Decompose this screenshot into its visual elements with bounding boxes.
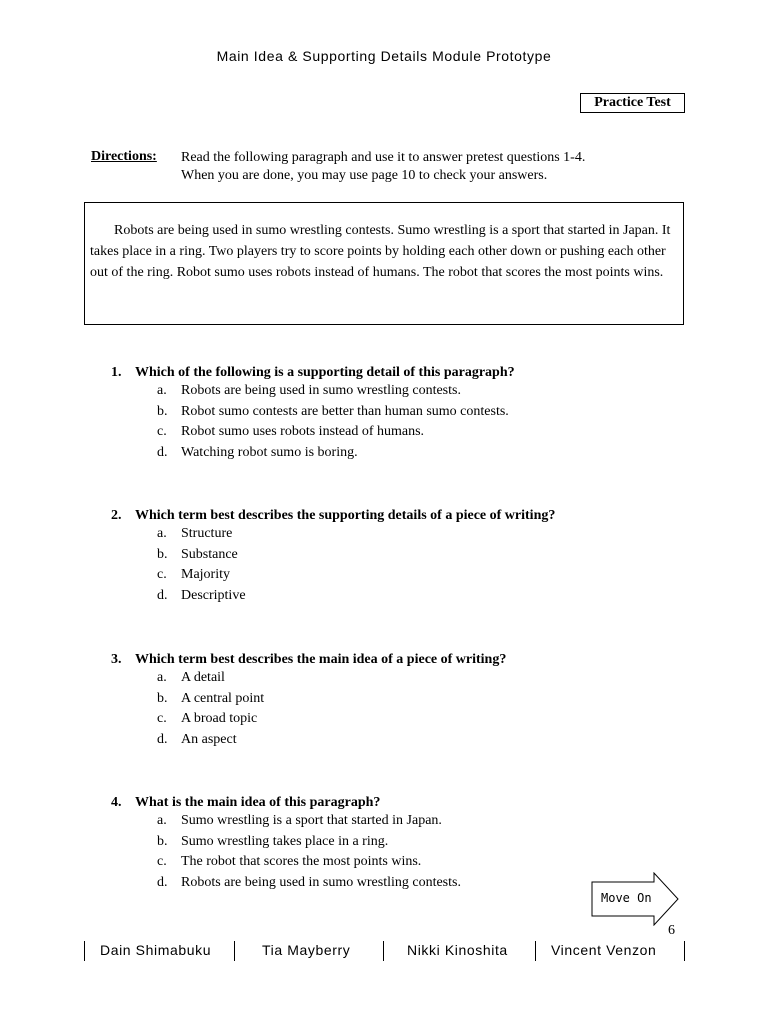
answer-option[interactable]	[111, 852, 422, 873]
option-letter: a.	[157, 670, 167, 685]
option-letter: a.	[157, 526, 167, 541]
question-number: 3.	[111, 652, 122, 667]
page-header-title: Main Idea & Supporting Details Module Prototype	[216, 48, 552, 64]
author-name: Nikki Kinoshita	[407, 942, 508, 958]
option-text: A detail	[181, 670, 225, 685]
author-name: Tia Mayberry	[262, 942, 351, 958]
question-number: 4.	[111, 795, 122, 810]
answer-option[interactable]	[111, 832, 389, 853]
option-text: Robots are being used in sumo wrestling contests.	[181, 383, 461, 398]
option-text: Watching robot sumo is boring.	[181, 444, 358, 460]
option-list	[111, 381, 515, 463]
option-text: Majority	[181, 567, 230, 582]
option-text: Robots are being used in sumo wrestling contests.	[181, 874, 461, 890]
option-list	[111, 524, 555, 606]
answer-option[interactable]	[111, 668, 506, 689]
answer-option[interactable]	[111, 811, 442, 832]
option-letter: d.	[157, 444, 168, 460]
option-letter: c.	[157, 711, 167, 726]
option-text: Structure	[181, 526, 233, 541]
directions-text	[181, 149, 585, 185]
question-stem	[111, 652, 506, 668]
footer-divider	[234, 941, 235, 961]
directions-label: Directions:	[91, 149, 157, 164]
option-letter: d.	[157, 731, 168, 747]
option-text: Robot sumo contests are better than human sumo contests.	[181, 403, 509, 419]
option-text: Sumo wrestling is a sport that started in Japan.	[181, 813, 442, 828]
answer-option[interactable]	[111, 689, 506, 710]
option-letter: c.	[157, 424, 167, 439]
footer-authors	[84, 941, 686, 961]
option-text: Sumo wrestling takes place in a ring.	[181, 833, 389, 849]
footer-divider	[535, 941, 536, 961]
answer-option[interactable]	[111, 709, 506, 730]
question-1	[111, 365, 515, 463]
answer-option[interactable]	[111, 443, 515, 464]
option-text: A broad topic	[181, 711, 258, 726]
option-text: An aspect	[181, 731, 237, 747]
option-text: The robot that scores the most points wins.	[181, 854, 422, 869]
option-letter: c.	[157, 854, 167, 869]
option-text: Robot sumo uses robots instead of humans.	[181, 424, 425, 439]
option-letter: a.	[157, 383, 167, 398]
footer-divider	[383, 941, 384, 961]
question-stem	[111, 795, 380, 811]
question-3	[111, 652, 506, 750]
author-name: Dain Shimabuku	[100, 942, 212, 958]
question-text: Which term best describes the main idea of a piece of writing?	[135, 652, 507, 667]
option-letter: b.	[157, 403, 168, 419]
option-letter: d.	[157, 587, 168, 603]
option-text: Descriptive	[181, 587, 246, 603]
directions-line-2: When you are done, you may use page 10 to check your answers.	[181, 168, 548, 183]
option-letter: b.	[157, 690, 168, 706]
author-name: Vincent Venzon	[551, 942, 657, 958]
answer-option[interactable]	[111, 381, 515, 402]
option-list	[111, 811, 461, 893]
question-4	[111, 795, 461, 893]
question-stem	[111, 508, 555, 524]
option-text: Substance	[181, 546, 238, 562]
question-text: What is the main idea of this paragraph?	[135, 795, 381, 810]
question-stem	[111, 365, 515, 381]
option-letter: a.	[157, 813, 167, 828]
option-list	[111, 668, 506, 750]
answer-option[interactable]	[111, 402, 515, 423]
answer-option[interactable]	[111, 873, 461, 894]
question-text: Which term best describes the supporting details of a piece of writing?	[135, 508, 556, 523]
passage-text: Robots are being used in sumo wrestling contests. Sumo wrestling is a sport that started in Japan. It takes place in a ring. Two players try to score points by holding each other down or pushing each other out of the ring. Robot sumo uses robots instead of humans. The robot that scores the most points wins.	[90, 223, 671, 280]
answer-option[interactable]	[111, 545, 555, 566]
option-letter: b.	[157, 833, 168, 849]
directions-line-1: Read the following paragraph and use it to answer pretest questions 1-4.	[181, 150, 586, 165]
question-text: Which of the following is a supporting detail of this paragraph?	[135, 365, 515, 380]
move-on-label: Move On	[601, 891, 652, 905]
option-letter: b.	[157, 546, 168, 562]
answer-option[interactable]	[111, 586, 555, 607]
answer-option[interactable]	[111, 565, 555, 586]
practice-test-badge: Practice Test	[580, 93, 685, 113]
question-2	[111, 508, 555, 606]
question-number: 1.	[111, 365, 122, 380]
option-letter: c.	[157, 567, 167, 582]
option-letter: d.	[157, 874, 168, 890]
page-number: 6	[668, 923, 675, 938]
answer-option[interactable]	[111, 422, 515, 443]
question-number: 2.	[111, 508, 122, 523]
answer-option[interactable]	[111, 524, 555, 545]
footer-divider	[84, 941, 85, 961]
option-text: A central point	[181, 690, 265, 706]
footer-divider	[684, 941, 685, 961]
answer-option[interactable]	[111, 730, 506, 751]
